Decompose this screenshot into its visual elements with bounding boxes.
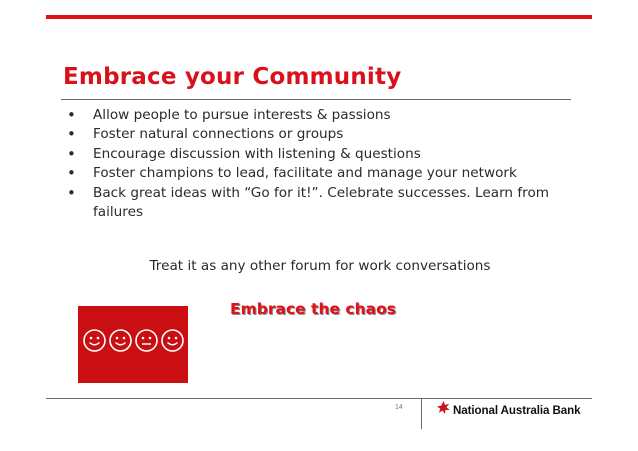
nab-logo [437, 401, 580, 419]
footer-divider [46, 398, 592, 399]
page-number: 14 [395, 404, 403, 411]
title-divider [61, 99, 571, 100]
smile-icon [108, 328, 133, 353]
bullet-list [67, 106, 577, 222]
bullet-item: • Foster champions to lead, facilitate and manage your network [67, 164, 577, 183]
bullet-item: • Encourage discussion with listening & questions [67, 145, 577, 164]
bullet-item: • Allow people to pursue interests & passions [67, 106, 577, 125]
bullet-item: • Back great ideas with “Go for it!”. Celebrate successes. Learn from failures [67, 184, 577, 223]
footer-vertical-divider [421, 398, 422, 429]
summary-note [0, 258, 638, 274]
bullet-item: • Foster natural connections or groups [67, 125, 577, 144]
summary-note-text: Treat it as any other forum for work conversations [149, 258, 491, 274]
neutral-face-icon [134, 328, 159, 353]
smile-icon [82, 328, 107, 353]
top-red-stripe [46, 15, 592, 19]
callout-heading: Embrace the chaos [230, 300, 396, 318]
smiley-row [78, 328, 188, 353]
nab-logo-text: National Australia Bank [453, 403, 581, 417]
slide-top-bar [0, 0, 638, 26]
nab-star-icon [437, 401, 450, 419]
smiley-box [78, 306, 188, 383]
slide-title: Embrace your Community [63, 64, 402, 90]
smile-icon [160, 328, 185, 353]
